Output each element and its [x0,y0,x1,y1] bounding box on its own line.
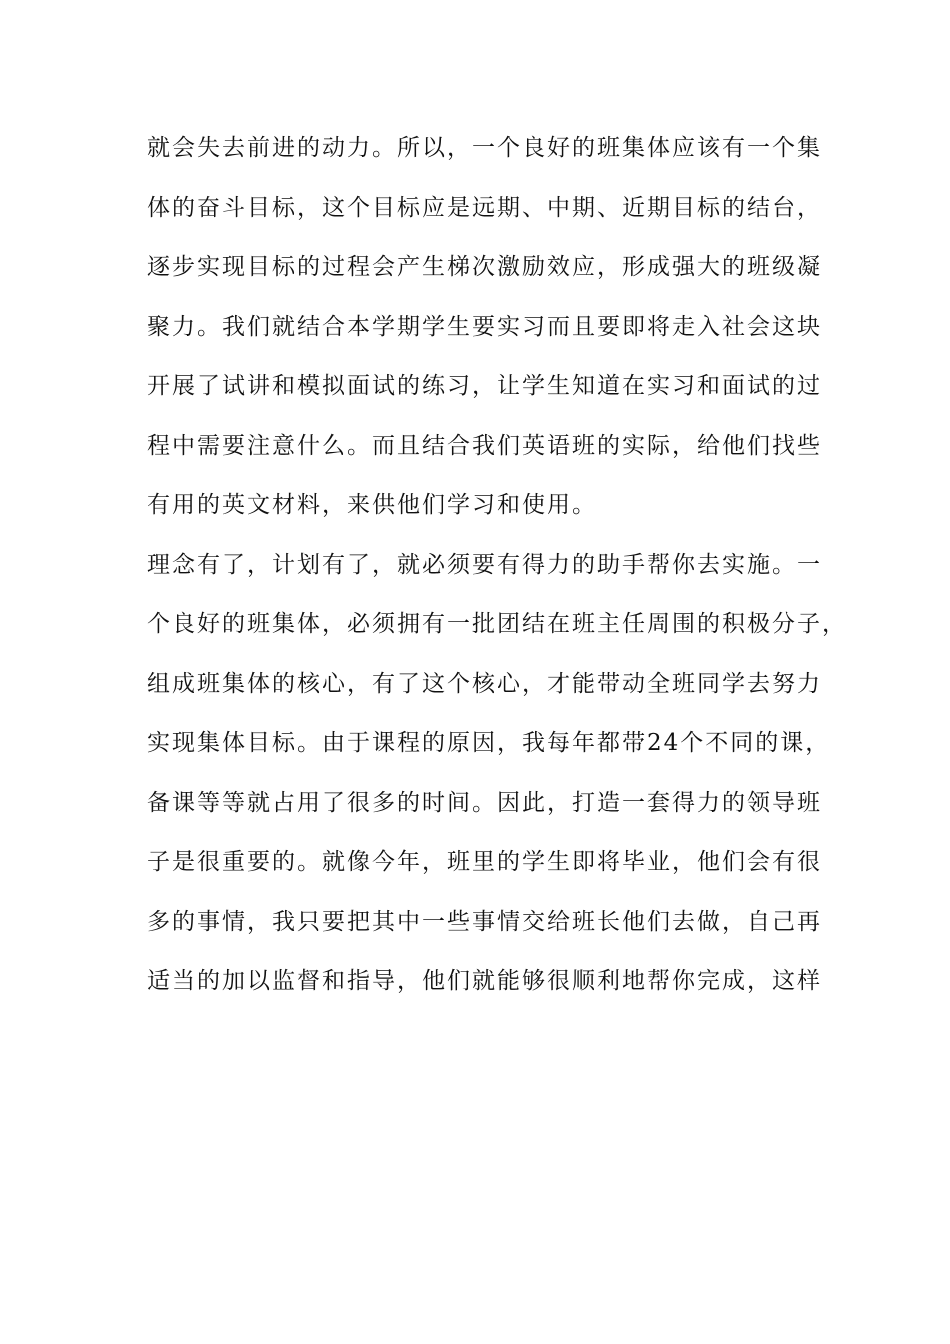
text-line: 组成班集体的核心，有了这个核心，才能带动全班同学去努力 [147,670,822,697]
text-line: 就会失去前进的动力。所以，一个良好的班集体应该有一个集 [147,135,822,161]
text-line: 实现集体目标。由于课程的原因，我每年都带24个不同的课， [147,730,831,756]
body-text [147,128,847,1021]
text-line: 开展了试讲和模拟面试的练习，让学生知道在实习和面试的过 [147,373,822,399]
text-line: 逐步实现目标的过程会产生梯次激励效应，形成强大的班级凝 [147,254,822,280]
text-line: 备课等等就占用了很多的时间。因此，打造一套得力的领导班 [147,789,822,816]
text-line: 程中需要注意什么。而且结合我们英语班的实际，给他们找些 [147,432,822,459]
text-line: 适当的加以监督和指导，他们就能够很顺利地帮你完成，这样 [147,968,822,994]
text-line: 子是很重要的。就像今年，班里的学生即将毕业，他们会有很 [147,849,822,875]
text-line: 有用的英文材料，来供他们学习和使用。 [147,492,597,518]
text-line: 个良好的班集体，必须拥有一批团结在班主任周围的积极分子， [147,611,847,637]
text-line: 多的事情，我只要把其中一些事情交给班长他们去做，自己再 [147,908,822,935]
text-line: 理念有了，计划有了，就必须要有得力的助手帮你去实施。一 [147,551,822,578]
text-line: 聚力。我们就结合本学期学生要实习而且要即将走入社会这块 [147,313,822,340]
text-line: 体的奋斗目标，这个目标应是远期、中期、近期目标的结台， [147,194,822,221]
